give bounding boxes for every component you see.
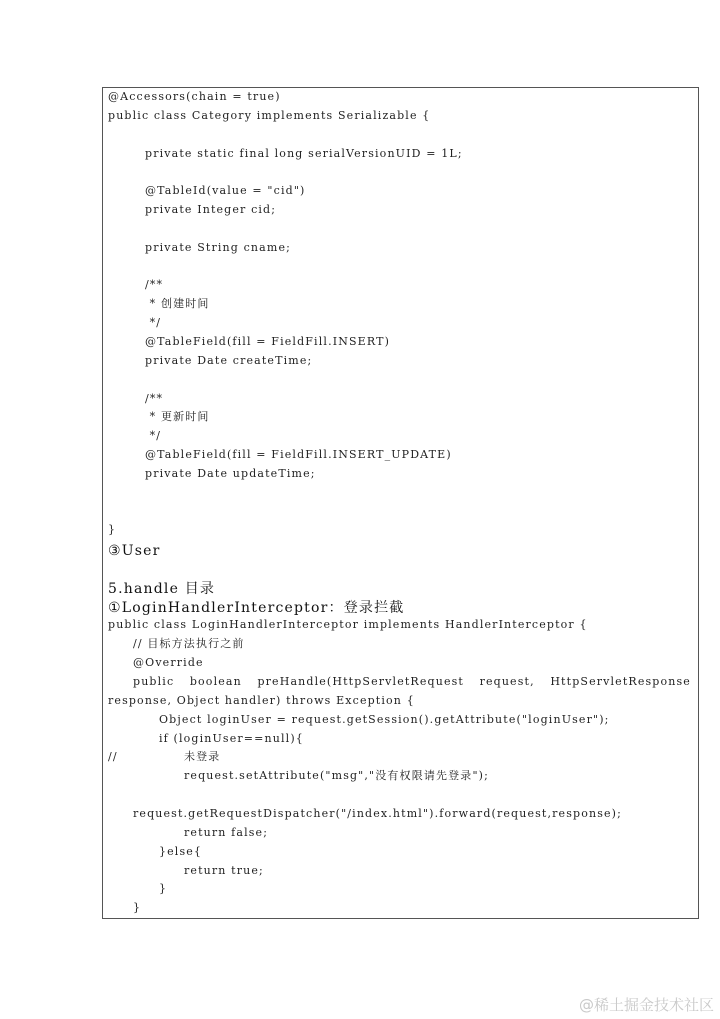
code-line: public class LoginHandlerInterceptor implements HandlerInterceptor {: [108, 618, 588, 631]
code-line: request.setAttribute("msg","没有权限请先登录");: [184, 769, 489, 782]
code-line: @Override: [133, 656, 204, 669]
code-line: private Date createTime;: [145, 354, 313, 367]
code-line: @TableId(value = "cid"): [145, 184, 306, 197]
code-line: private String cname;: [145, 241, 291, 254]
code-line: private static final long serialVersionUID = 1L;: [145, 147, 463, 160]
code-comment-slash: //: [108, 750, 118, 763]
code-line: private Integer cid;: [145, 203, 277, 216]
code-token: HttpServletResponse: [550, 675, 691, 688]
code-line: request.getRequestDispatcher("/index.html").forward(request,response);: [133, 807, 622, 820]
code-line: if (loginUser==null){: [159, 732, 304, 745]
code-line: response, Object handler) throws Exception {: [108, 694, 415, 707]
method-signature: [133, 675, 691, 689]
code-line: * 更新时间: [145, 410, 210, 423]
code-line: */: [145, 316, 162, 329]
code-line: * 创建时间: [145, 297, 210, 310]
section-heading-handle: 5.handle 目录: [108, 581, 216, 597]
code-line: @TableField(fill = FieldFill.INSERT): [145, 335, 391, 348]
code-line: /**: [145, 278, 164, 291]
code-line: }: [159, 882, 168, 895]
watermark: @稀土掘金技术社区: [578, 996, 714, 1014]
section-heading-interceptor: ①LoginHandlerInterceptor：登录拦截: [108, 600, 405, 616]
code-line: }: [133, 901, 142, 914]
code-line: return false;: [184, 826, 269, 839]
section-heading-user: ③User: [108, 543, 161, 559]
code-line: private Date updateTime;: [145, 467, 316, 480]
code-line: @TableField(fill = FieldFill.INSERT_UPDATE): [145, 448, 452, 461]
code-line: @Accessors(chain = true): [108, 90, 281, 103]
code-comment: // 目标方法执行之前: [133, 637, 245, 650]
code-line: public class Category implements Serializable {: [108, 109, 431, 122]
code-line: Object loginUser = request.getSession().getAttribute("loginUser");: [159, 713, 610, 726]
code-line: }else{: [159, 845, 203, 858]
code-line: /**: [145, 392, 164, 405]
code-token: boolean: [189, 675, 242, 688]
code-token: preHandle(HttpServletRequest: [257, 675, 464, 688]
code-token: request,: [479, 675, 535, 688]
code-line: */: [145, 429, 162, 442]
code-token: public: [133, 675, 175, 688]
code-comment: 未登录: [184, 750, 221, 763]
code-line: return true;: [184, 864, 264, 877]
code-line: }: [108, 523, 117, 536]
